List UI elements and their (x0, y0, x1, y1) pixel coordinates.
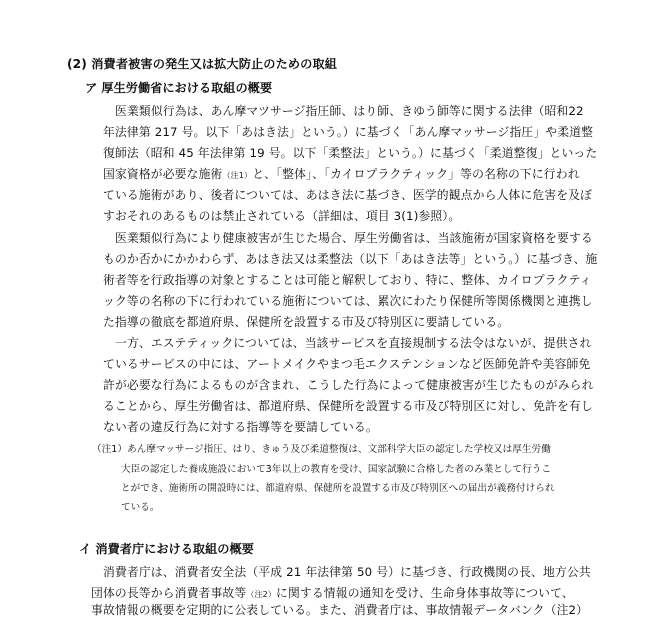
text-line: 復師法（昭和 45 年法律第 19 号。以下「柔整法」という。）に基づく「柔道整復」といった (103, 146, 598, 160)
text-line: ない者の違反行為に対する指導等を要請している。 (103, 420, 378, 434)
text-line: ものか否かにかかわらず、あはき法又は柔整法（以下「あはき法等」という。）に基づき、施 (103, 252, 598, 266)
text-line: 医業類似行為は、あん摩マツサージ指圧師、はり師、きゆう師等に関する法律（昭和22 (115, 104, 584, 118)
section-heading: (2) 消費者被害の発生又は拡大防止のための取組 (67, 57, 338, 71)
text-line: ック等の名称の下に行われている施術については、累次にわたり保健所等関係機関と連携し (103, 294, 593, 308)
text-segment: に関する情報の通知を受け、生命身体事故等について、 (276, 586, 574, 600)
text-line-partial: 事故情報の概要を定期的に公表している。また、消費者庁は、事故情報データバンク（注2） (91, 603, 589, 617)
subsection-a-heading: ア 厚生労働省における取組の概要 (85, 81, 273, 95)
text-segment: と、「整体」、「カイロプラクティック」等の名称の下に行われ (252, 167, 580, 181)
text-line: 許が必要な行為によるものが含まれ、こうした行為によって健康被害が生じたものがみられ (103, 378, 594, 392)
footnote-ref-2: （注2） (246, 590, 277, 599)
text-line: 術者等を行政指導の対象とすることは可能と解釈しており、特に、整体、カイロプラクティ (103, 273, 592, 287)
text-segment: 団体の長等から消費者事故等 (91, 586, 247, 600)
text-line: 消費者庁は、消費者安全法（平成 21 年法律第 50 号）に基づき、行政機関の長、地方公共 (103, 565, 591, 579)
text-line: た指導の徹底を都道府県、保健所を設置する市及び特別区に要請している。 (103, 315, 510, 329)
text-line (91, 584, 574, 601)
subsection-i-heading: イ 消費者庁における取組の概要 (79, 542, 254, 556)
text-segment: 国家資格が必要な施術 (103, 167, 223, 181)
text-line: 医業類似行為により健康被害が生じた場合、厚生労働省は、当該施術が国家資格を要する (115, 231, 593, 245)
text-line: ているサービスの中には、アートメイクやまつ毛エクステンションなど医師免許や美容師免 (103, 357, 591, 371)
text-line: すおそれのあるものは禁止されている（詳細は、項目 3(1)参照）。 (103, 209, 461, 223)
text-line: ている施術があり、後者については、あはき法に基づき、医学的観点から人体に危害を及ぼ (103, 188, 593, 202)
text-line: 年法律第 217 号。以下「あはき法」という。）に基づく「あん摩マッサージ指圧」や柔道整 (103, 125, 594, 139)
footnote-ref-1: （注1） (222, 171, 253, 180)
text-line: ることから、厚生労働省は、都道府県、保健所を設置する市及び特別区に対し、免許を有し (103, 399, 593, 413)
note-line: ている。 (121, 502, 160, 513)
text-line: 一方、エステティックについては、当該サービスを直接規制する法令はないが、提供され (115, 336, 592, 350)
note-line: 大臣の認定した養成施設において3年以上の教育を受け、国家試験に合格した者のみ業として行うこ (121, 464, 552, 475)
note-line: とができ、施術所の開設時には、都道府県、保健所を設置する市及び特別区への届出が義務付けられ (121, 483, 555, 494)
note-line: （注1）あん摩マッサージ指圧、はり、きゅう及び柔道整復は、文部科学大臣の認定した学校又は厚生労働 (92, 444, 551, 455)
text-line (103, 165, 580, 182)
